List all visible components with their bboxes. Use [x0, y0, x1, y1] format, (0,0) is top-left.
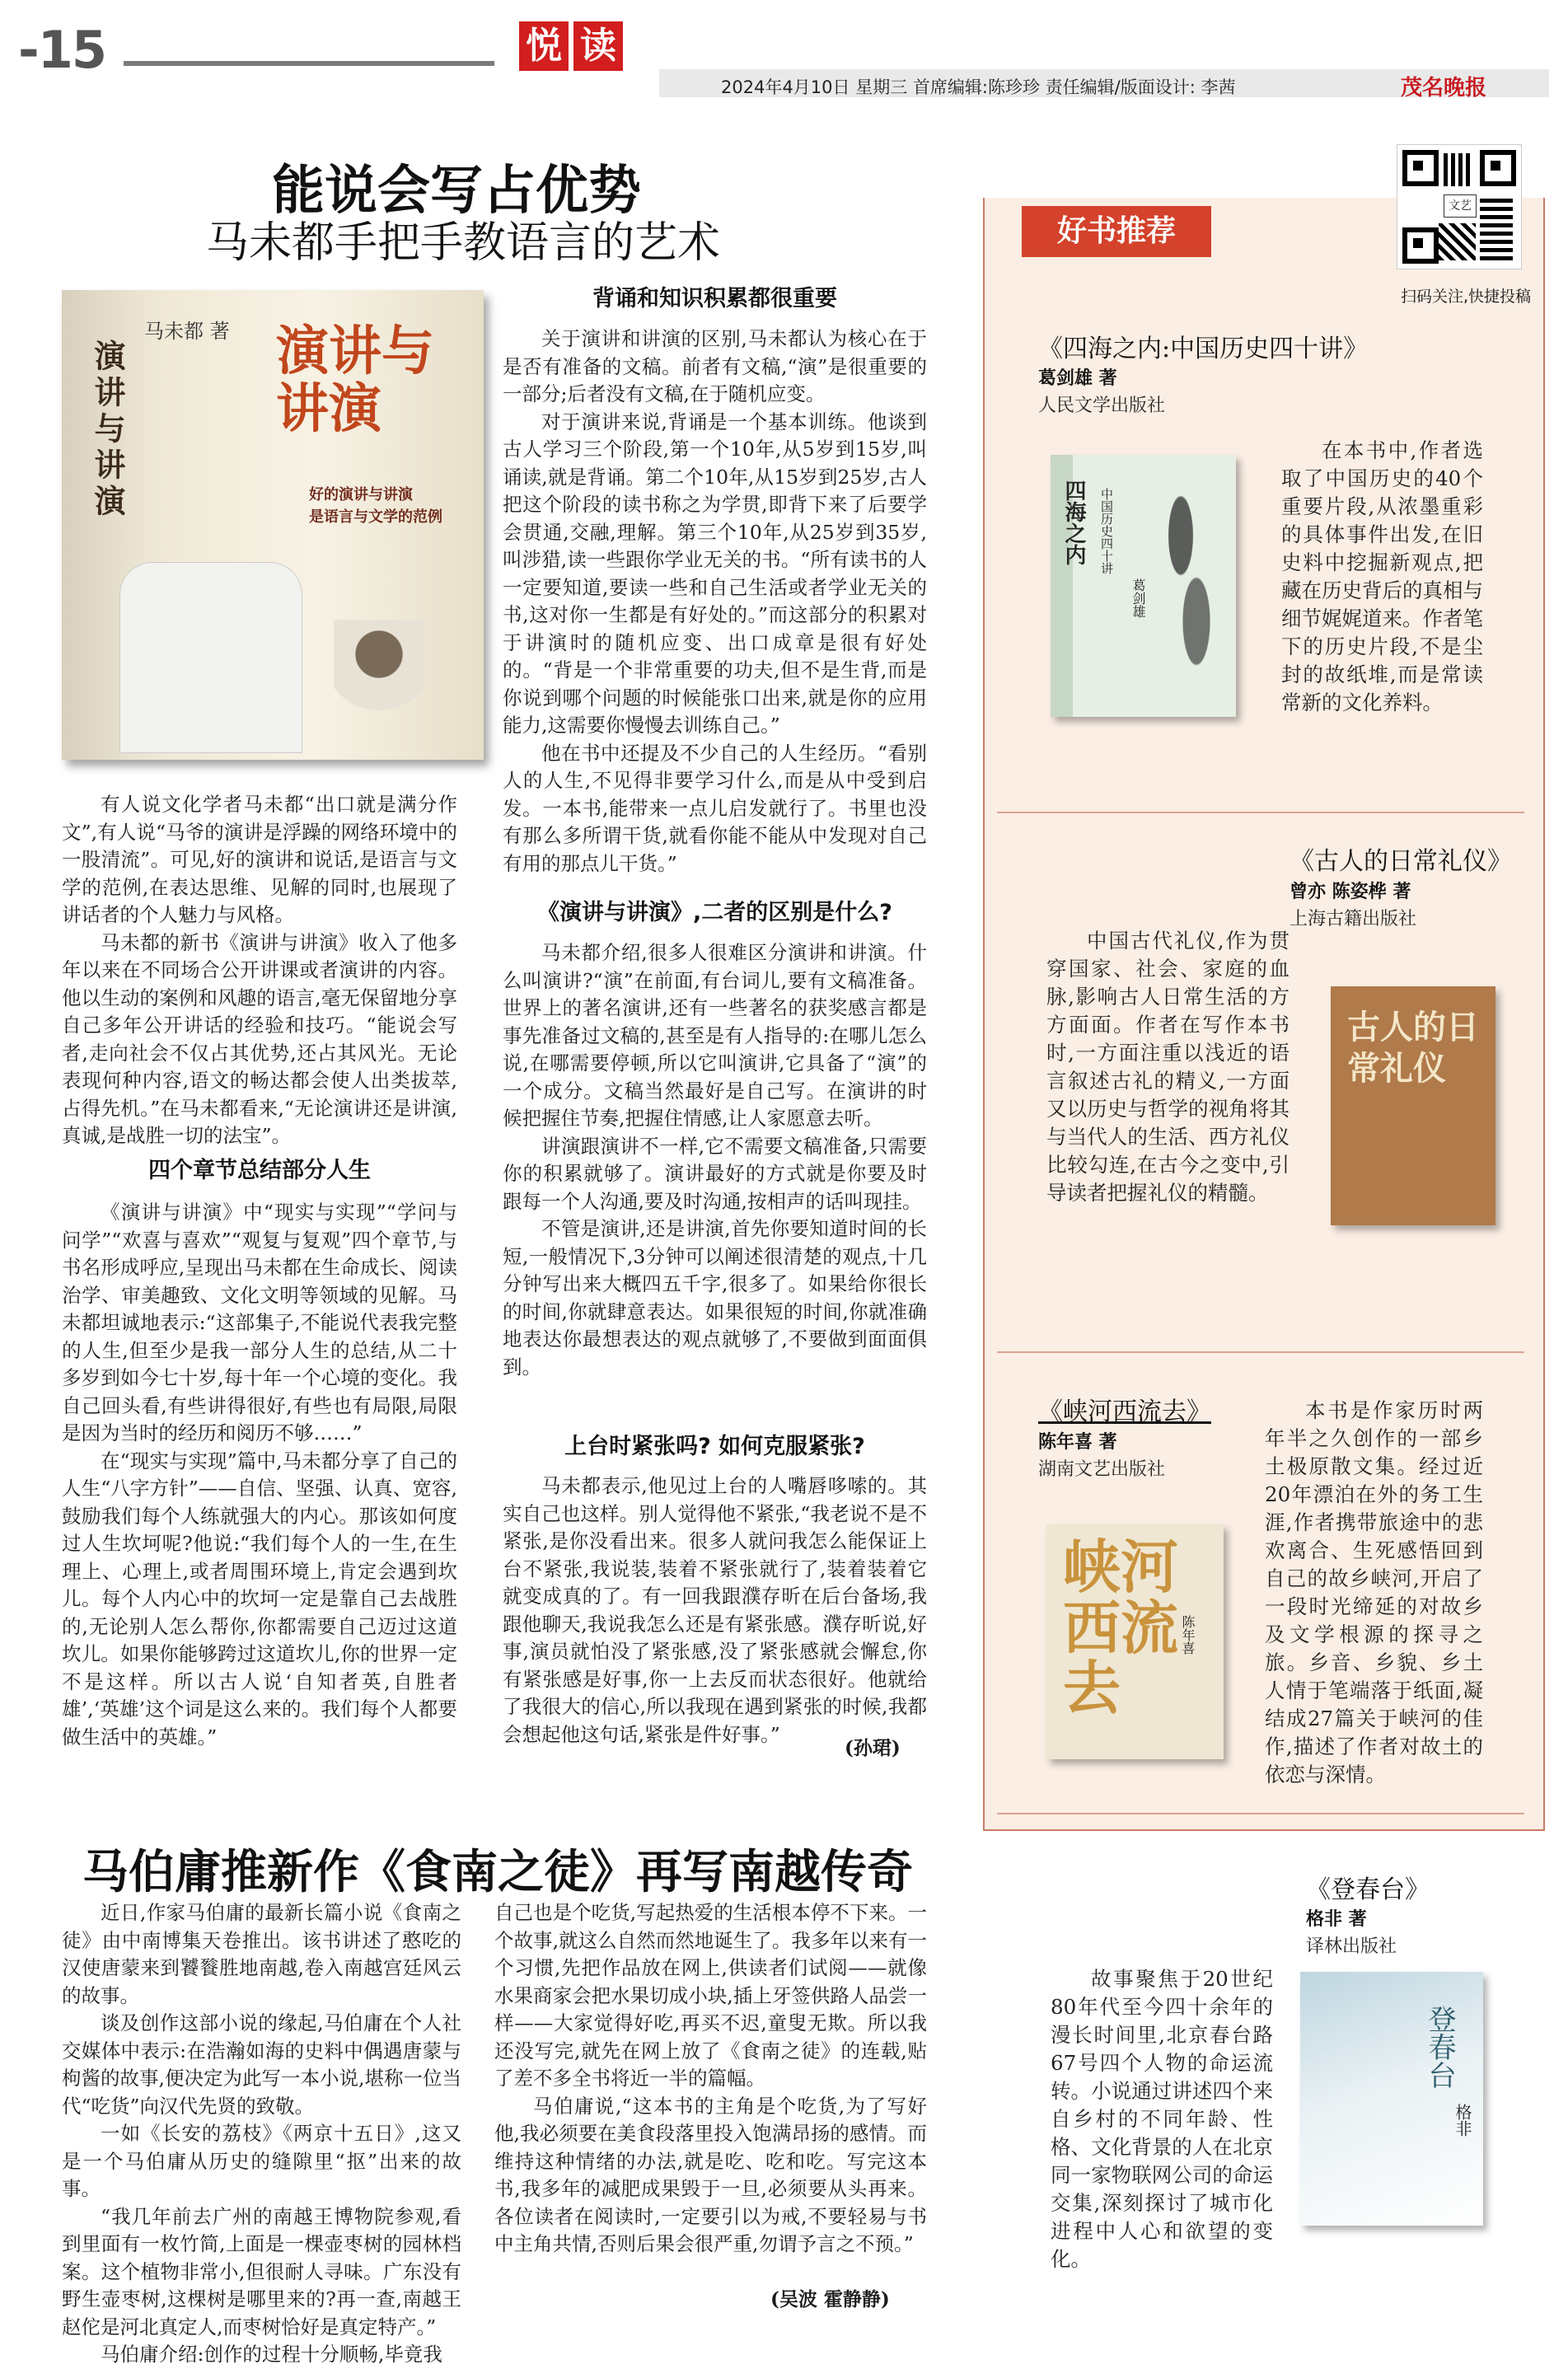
cover-author: 马未都 著: [144, 320, 230, 343]
paragraph: 对于演讲来说,背诵是一个基本训练。他谈到古人学习三个阶段,第一个10年,从5岁到15岁,叫诵读,就是背诵。第二个10年,从15岁到25岁,古人把这个阶段的读书称之为学贯,即背下来了后要学会贯通,交融,理解。第三个10年,从25岁到35岁,叫涉猎,读一些跟你学业无关的书。“所有读书的人一定要知道,要读一些和自己生活或者学业无关的书,这对你一生都是有好处的。”而这部分的积累对于讲演时的随机应变、出口成章是很有好处的。“背是一个非常重要的功夫,但不是生背,而是你说到哪个问题的时候能张口出来,就是你的应用能力,这需要你慢慢去训练自己。”: [503, 410, 927, 737]
article1-subhead: 马未都手把手教语言的艺术: [206, 218, 721, 268]
paragraph: 马未都的新书《演讲与讲演》收入了他多年以来在不同场合公开讲课或者演讲的内容。他以生动的案例和风趣的语言,毫无保留地分享自己多年公开讲话的经验和技巧。“能说会写者,走向社会不仅占其优势,还占其风光。无论表现何种内容,语文的畅达都会使人出类拔萃,占得先机。”在马未都看来,“无论演讲还是讲演,真诚,是战胜一切的法宝”。: [62, 930, 457, 1147]
article2-col1: [62, 1899, 461, 2369]
paragraph: 马伯庸介绍:创作的过程十分顺畅,毕竟我: [101, 2343, 442, 2366]
book4-publisher: 译林出版社: [1306, 1936, 1397, 1957]
book2-author: 曾亦 陈姿桦 著: [1290, 882, 1411, 902]
book1-title: 《四海之内:中国历史四十讲》: [1038, 335, 1369, 363]
paragraph: 一如《长安的荔枝》《两京十五日》,这又是一个马伯庸从历史的缝隙里“抠”出来的故事。: [62, 2122, 461, 2200]
cover-tagline-2: 是语言与文学的范例: [309, 508, 442, 526]
article2-headline: 马伯庸推新作《食南之徒》再写南越传奇: [82, 1846, 913, 1899]
paragraph: 有人说文化学者马未都“出口就是满分作文”,有人说“马爷的演讲是浮躁的网络环境中的一股清流”。可见,好的演讲和说话,是语言与文学的范例,在表达思维、见解的同时,也展现了讲话者的个人魅力与风格。: [62, 793, 457, 926]
article1-col2c: [503, 1472, 927, 1749]
section-char-du: 读: [573, 21, 623, 71]
book3-cover-author: 陈年喜: [1180, 1615, 1196, 1655]
book2-publisher: 上海古籍出版社: [1290, 909, 1417, 929]
qr-caption: 扫码关注,快捷投稿: [1401, 288, 1532, 306]
separator: [997, 812, 1524, 813]
book2-cover-title: 古人的日常礼仪: [1347, 1008, 1479, 1088]
book4-cover-author: 格非: [1453, 2104, 1472, 2137]
recommend-tab: 好书推荐: [1022, 206, 1211, 257]
book3-desc: [1265, 1397, 1483, 1789]
book4-author: 格非 著: [1306, 1909, 1367, 1930]
article1-subheading-3: 《演讲与讲演》,二者的区别是什么?: [537, 900, 892, 925]
book4-cover: [1300, 1972, 1483, 2226]
newspaper-logo: 茂名晚报: [1401, 76, 1487, 101]
header-rule: [124, 61, 494, 66]
paragraph: 在“现实与实现”篇中,马未都分享了自己的人生“八字方针”——自信、坚强、认真、宽容,鼓励我们每个人练就强大的内心。那该如何度过人生坎坷呢?他说:“我们每个人的一生,在生理上、心理上,或者周围环境上,肯定会遇到坎儿。每个人内心中的坎坷一定是靠自己去战胜的,无论别人怎么帮你,你都需要自己迈过这道坎儿。如果你能够跨过这道坎儿,你的世界一定不是这样。所以古人说‘自知者英,自胜者雄’,‘英雄’这个词是这么来的。我们每个人都要做生活中的英雄。”: [62, 1449, 457, 1749]
paragraph: 谈及创作这部小说的缘起,马伯庸在个人社交媒体中表示:在浩瀚如海的史料中偶遇唐蒙与枸酱的故事,便决定为此写一本小说,堪称一位当代“吃货”向汉代先贤的致敬。: [62, 2011, 461, 2118]
article1-col1: [62, 791, 457, 1150]
qr-center-label: 文艺: [1444, 194, 1477, 218]
paragraph: 他在书中还提及不少自己的人生经历。“看别人的人生,不见得非要学习什么,而是从中受到启发。一本书,能带来一点儿启发就行了。书里也没有那么多所谓干货,就看你能不能从中发现对自己有用的那点儿干货。”: [503, 741, 927, 875]
book1-publisher: 人民文学出版社: [1038, 396, 1166, 416]
paragraph: 近日,作家马伯庸的最新长篇小说《食南之徒》由中南博集天卷推出。该书讲述了憨吃的汉使唐蒙来到饕餮胜地南越,卷入南越宫廷风云的故事。: [62, 1901, 461, 2007]
article1-col2a: [503, 325, 927, 878]
article1-headline: 能说会写占优势: [272, 161, 641, 222]
article1-subheading-2: 背诵和知识积累都很重要: [592, 286, 837, 311]
section-badge: [519, 21, 623, 71]
author-photo: [119, 562, 302, 753]
paragraph: 马未都表示,他见过上台的人嘴唇哆嗦的。其实自己也这样。别人觉得他不紧张,“我老说不是不紧张,是你没看出来。很多人就问我怎么能保证上台不紧张,我说装,装着不紧张就行了,装着装着它就变成真的了。有一回我跟濮存昕在后台备场,我跟他聊天,我说我怎么还是有紧张感。濮存昕说,好事,演员就怕没了紧张感,没了紧张感就会懈怠,你有紧张感是好事,你一上去反而状态很好。他就给了我很大的信心,所以我现在遇到紧张的时候,我都会想起他这句话,紧张是件好事。”: [503, 1474, 927, 1746]
book1-cover-title: 四海之内: [1061, 480, 1086, 565]
article1-signoff: (孙珺): [845, 1737, 901, 1759]
book2-desc-text: 中国古代礼仪,作为贯穿国家、社会、家庭的血脉,影响古人日常生活的方方面面。作者在写作本书时,一方面注重以浅近的语言叙述古礼的精义,一方面又以历史与哲学的视角将其与当代人的生活、西方礼仪比较勾连,在古今之变中,引导读者把握礼仪的精髓。: [1046, 929, 1290, 1205]
book2-cover: [1331, 986, 1495, 1225]
cat-photo: [334, 620, 424, 735]
book2-desc: [1046, 927, 1290, 1207]
paragraph: 马伯庸说,“这本书的主角是个吃货,为了写好他,我必须要在美食段落里投入饱满昂扬的感情。而维持这种情绪的办法,就是吃、吃和吃。写完这本书,我多年的减肥成果毁于一旦,必须要从头再来。各位读者在阅读时,一定要引以为戒,不要轻易与书中主角共情,否则后果会很严重,勿谓予言之不预。”: [494, 2094, 927, 2255]
book1-cover-author: 葛剑雄: [1130, 578, 1146, 618]
book4-desc: [1051, 1965, 1273, 2273]
book1-cover: [1051, 455, 1236, 717]
book4-desc-text: 故事聚焦于20世纪80年代至今四十余年的漫长时间里,北京春台路67号四个人物的命运流转。小说通过讲述四个来自乡村的不同年龄、性格、文化背景的人在北京同一家物联网公司的命运交集,深刻探讨了城市化进程中人心和欲望的变化。: [1051, 1967, 1273, 2271]
paragraph: 不管是演讲,还是讲演,首先你要知道时间的长短,一般情况下,3分钟可以阐述很清楚的观点,十几分钟写出来大概四五千字,很多了。如果给你很长的时间,你就肆意表达。如果很短的时间,你就准确地表达你最想表达的观点就够了,不要做到面面俱到。: [503, 1217, 927, 1379]
paragraph: 自己也是个吃货,写起热爱的生活根本停不下来。一个故事,就这么自然而然地诞生了。我多年以来有一个习惯,先把作品放在网上,供读者们试阅——就像水果商家会把水果切成小块,插上牙签供路人品尝一样——大家觉得好吃,再买不迟,童叟无欺。所以我还没写完,就先在网上放了《食南之徒》的连载,贴了差不多全书将近一半的篇幅。: [494, 1901, 927, 2090]
cover-spine-title: 演讲与讲演: [89, 339, 126, 521]
paragraph: 马未都介绍,很多人很难区分演讲和讲演。什么叫演讲?“演”在前面,有台词儿,要有文稿准备。世界上的著名演讲,还有一些著名的获奖感言都是事先准备过文稿的,甚至是有人指导的:在哪儿怎么说,在哪需要停顿,所以它叫演讲,它具备了“演”的一个成分。文稿当然最好是自己写。在演讲的时候把握住节奏,把握住情感,让人家愿意去听。: [503, 941, 927, 1130]
cover-tagline-1: 好的演讲与讲演: [309, 486, 413, 503]
cover-big-title: 演讲与讲演: [276, 321, 434, 441]
article2-signoff: (吴波 霍静静): [770, 2288, 890, 2310]
article1-subheading-1: 四个章节总结部分人生: [148, 1158, 371, 1183]
book1-desc: [1281, 437, 1483, 717]
book1-cover-sub: 中国历史四十讲: [1099, 488, 1114, 574]
book3-title: 《峡河西流去》: [1038, 1398, 1211, 1426]
book4-cover-title: 登春台: [1423, 2005, 1456, 2089]
article1-col1b: [62, 1199, 457, 1751]
separator: [997, 1351, 1524, 1353]
separator: [997, 1813, 1524, 1814]
book3-author: 陈年喜 著: [1038, 1432, 1117, 1453]
paragraph: “我几年前去广州的南越王博物院参观,看到里面有一枚竹简,上面是一棵壶枣树的园林档案。这个植物非常小,但很耐人寻味。广东没有野生壶枣树,这棵树是哪里来的?再一查,南越王赵佗是河北真定人,而枣树恰好是真定特产。”: [62, 2204, 461, 2339]
paragraph: 讲演跟演讲不一样,它不需要文稿准备,只需要你的积累就够了。演讲最好的方式就是你要及时跟每一个人沟通,要及时沟通,按相声的话叫现挂。: [503, 1134, 927, 1213]
book3-publisher: 湖南文艺出版社: [1038, 1459, 1166, 1480]
qr-code-icon[interactable]: [1397, 144, 1522, 269]
paragraph: 《演讲与讲演》中“现实与实现”“学问与问学”“欢喜与喜欢”“观复与复观”四个章节,与书名形成呼应,呈现出马未都在生命成长、阅读治学、审美趣致、文化文明等领域的见解。马未都坦诚地表示:“这部集子,不能说代表我完整的人生,但至少是我一部分人生的总结,从二十多岁到如今七十岁,每十年一个心境的变化。我自己回头看,有些讲得很好,有些也有局限,局限是因为当时的经历和阅历不够……”: [62, 1201, 457, 1444]
cover-tagline: [309, 484, 442, 528]
book2-title: 《古人的日常礼仪》: [1290, 847, 1512, 876]
book3-cover: [1046, 1524, 1224, 1759]
book4-title: 《登春台》: [1306, 1875, 1430, 1904]
section-char-yue: 悦: [519, 21, 569, 71]
book1-desc-text: 在本书中,作者选取了中国历史的40个重要片段,从浓墨重彩的具体事件出发,在旧史料中挖掘新观点,把藏在历史背后的真相与细节娓娓道来。作者笔下的历史片段,不是尘封的故纸堆,而是常读常新的文化养料。: [1281, 438, 1483, 714]
book-cover-yanjiang: [62, 290, 484, 760]
paragraph: 关于演讲和讲演的区别,马未都认为核心在于是否有准备的文稿。前者有文稿,“演”是很重要的一部分;后者没有文稿,在于随机应变。: [503, 327, 927, 405]
book1-author: 葛剑雄 著: [1038, 368, 1117, 389]
book3-desc-text: 本书是作家历时两年半之久创作的一部乡土极原散文集。经过近20年漂泊在外的务工生涯,作者携带旅途中的悲欢离合、生死感悟回到自己的故乡峡河,开启了一段时光缔延的对故乡及文学根源的探寻之旅。乡音、乡貌、乡土人情于笔端落于纸面,凝结成27篇关于峡河的佳作,描述了作者对故土的依恋与深情。: [1265, 1398, 1483, 1786]
article1-col2b: [503, 939, 927, 1381]
article1-subheading-4: 上台时紧张吗? 如何克服紧张?: [564, 1434, 865, 1459]
page-number: -15: [18, 20, 106, 80]
header-info: 2024年4月10日 星期三 首席编辑:陈珍珍 责任编辑/版面设计: 李茜: [721, 77, 1236, 97]
article2-col2: [494, 1899, 927, 2259]
book3-cover-title: 峡河西流去: [1063, 1533, 1178, 1722]
